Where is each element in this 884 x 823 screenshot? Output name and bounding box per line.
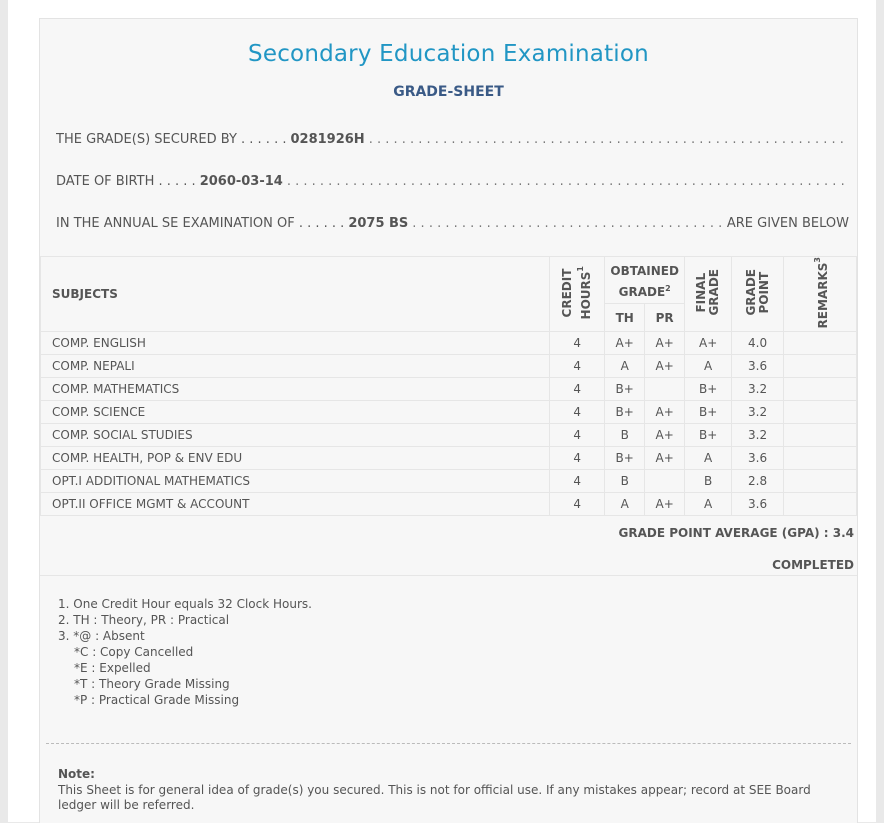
dob-value: 2060-03-14 (199, 174, 283, 189)
note-text: This Sheet is for general idea of grade(s) you secured. This is not for official use. If any mistakes appear; record at SEE Board ledger will be referred. (58, 783, 811, 812)
grade-point-cell: 2.8 (732, 470, 784, 493)
th-grade-cell: A+ (605, 332, 645, 355)
header-th: TH (605, 304, 645, 332)
dot-leader (287, 174, 849, 189)
table-row (41, 447, 857, 470)
pr-grade-cell: A+ (645, 332, 685, 355)
page-title: Secondary Education Examination (248, 41, 649, 67)
dashed-divider (46, 743, 851, 744)
header-obtained-grade: OBTAINED GRADE$^2$ (605, 257, 685, 304)
grade-point-cell: 3.6 (732, 493, 784, 516)
subject-cell: OPT.II OFFICE MGMT & ACCOUNT (41, 493, 550, 516)
exam-line (56, 216, 849, 236)
subject-cell: OPT.I ADDITIONAL MATHEMATICS (41, 470, 550, 493)
remarks-cell (784, 401, 857, 424)
remarks-cell (784, 424, 857, 447)
pr-grade-cell: A+ (645, 401, 685, 424)
symbol-number: 0281926H (290, 132, 365, 147)
footnotes (58, 596, 312, 708)
final-grade-cell: A (685, 355, 732, 378)
credit-cell: 4 (550, 332, 605, 355)
table-row (41, 424, 857, 447)
remarks-cell (784, 378, 857, 401)
page-frame (8, 0, 876, 822)
subject-cell: COMP. MATHEMATICS (41, 378, 550, 401)
final-grade-cell: B+ (685, 401, 732, 424)
header-remarks: REMARKS$^3$ (784, 257, 857, 332)
table-row (41, 401, 857, 424)
result-status: COMPLETED (772, 558, 854, 572)
th-grade-cell: B (605, 424, 645, 447)
header-credit-hours: CREDIT HOURS$^1$ (550, 257, 605, 332)
remarks-cell (784, 447, 857, 470)
grade-point-cell: 3.6 (732, 447, 784, 470)
final-grade-cell: A+ (685, 332, 732, 355)
credit-cell: 4 (550, 470, 605, 493)
table-row (41, 355, 857, 378)
note-heading: Note: (58, 767, 95, 781)
grade-point-cell: 3.2 (732, 401, 784, 424)
credit-cell: 4 (550, 493, 605, 516)
footnote-item: 3. *@ : Absent (58, 629, 145, 643)
remarks-cell (784, 493, 857, 516)
final-grade-cell: A (685, 447, 732, 470)
footnote-item: *T : Theory Grade Missing (74, 677, 230, 691)
remarks-cell (784, 355, 857, 378)
final-grade-cell: B+ (685, 424, 732, 447)
dob-label: DATE OF BIRTH . . . . . (56, 174, 196, 189)
th-grade-cell: A (605, 355, 645, 378)
header-pr: PR (645, 304, 685, 332)
dob-line (56, 174, 849, 194)
th-grade-cell: B+ (605, 401, 645, 424)
table-row (41, 493, 857, 516)
th-grade-cell: A (605, 493, 645, 516)
sheet-subtitle: GRADE-SHEET (393, 84, 504, 100)
grade-point-cell: 3.2 (732, 378, 784, 401)
th-grade-cell: B+ (605, 378, 645, 401)
credit-cell: 4 (550, 424, 605, 447)
exam-tail: ARE GIVEN BELOW (726, 216, 849, 231)
divider (40, 575, 857, 576)
subject-cell: COMP. HEALTH, POP & ENV EDU (41, 447, 550, 470)
th-grade-cell: B+ (605, 447, 645, 470)
pr-grade-cell: A+ (645, 355, 685, 378)
footnote-item: 1. One Credit Hour equals 32 Clock Hours. (58, 597, 312, 611)
grades-table (40, 256, 857, 516)
credit-cell: 4 (550, 378, 605, 401)
exam-label: IN THE ANNUAL SE EXAMINATION OF . . . . . . (56, 216, 345, 231)
credit-cell: 4 (550, 447, 605, 470)
credit-cell: 4 (550, 401, 605, 424)
grade-point-cell: 4.0 (732, 332, 784, 355)
dot-leader (412, 216, 725, 231)
grade-point-cell: 3.6 (732, 355, 784, 378)
grade-point-cell: 3.2 (732, 424, 784, 447)
pr-grade-cell (645, 378, 685, 401)
remarks-cell (784, 470, 857, 493)
th-grade-cell: B (605, 470, 645, 493)
subject-cell: COMP. ENGLISH (41, 332, 550, 355)
secured-by-line (56, 132, 849, 152)
pr-grade-cell (645, 470, 685, 493)
header-subjects: SUBJECTS (41, 257, 550, 332)
final-grade-cell: B+ (685, 378, 732, 401)
secured-by-label: THE GRADE(S) SECURED BY . . . . . . (56, 132, 287, 147)
gpa-summary: GRADE POINT AVERAGE (GPA) : 3.4 (618, 526, 854, 540)
pr-grade-cell: A+ (645, 424, 685, 447)
footnote-item: 2. TH : Theory, PR : Practical (58, 613, 230, 627)
subject-cell: COMP. SCIENCE (41, 401, 550, 424)
pr-grade-cell: A+ (645, 447, 685, 470)
dot-leader (369, 132, 849, 147)
footnote-item: *P : Practical Grade Missing (74, 693, 240, 707)
exam-year: 2075 BS (348, 216, 409, 231)
final-grade-cell: B (685, 470, 732, 493)
final-grade-cell: A (685, 493, 732, 516)
table-row (41, 470, 857, 493)
table-row (41, 332, 857, 355)
subject-cell: COMP. NEPALI (41, 355, 550, 378)
footnote-item: *E : Expelled (74, 661, 151, 675)
header-grade-point: GRADE POINT (732, 257, 784, 332)
grade-sheet (39, 18, 858, 823)
table-row (41, 378, 857, 401)
header-final-grade: FINAL GRADE (685, 257, 732, 332)
credit-cell: 4 (550, 355, 605, 378)
pr-grade-cell: A+ (645, 493, 685, 516)
remarks-cell (784, 332, 857, 355)
footnote-item: *C : Copy Cancelled (74, 645, 194, 659)
subject-cell: COMP. SOCIAL STUDIES (41, 424, 550, 447)
